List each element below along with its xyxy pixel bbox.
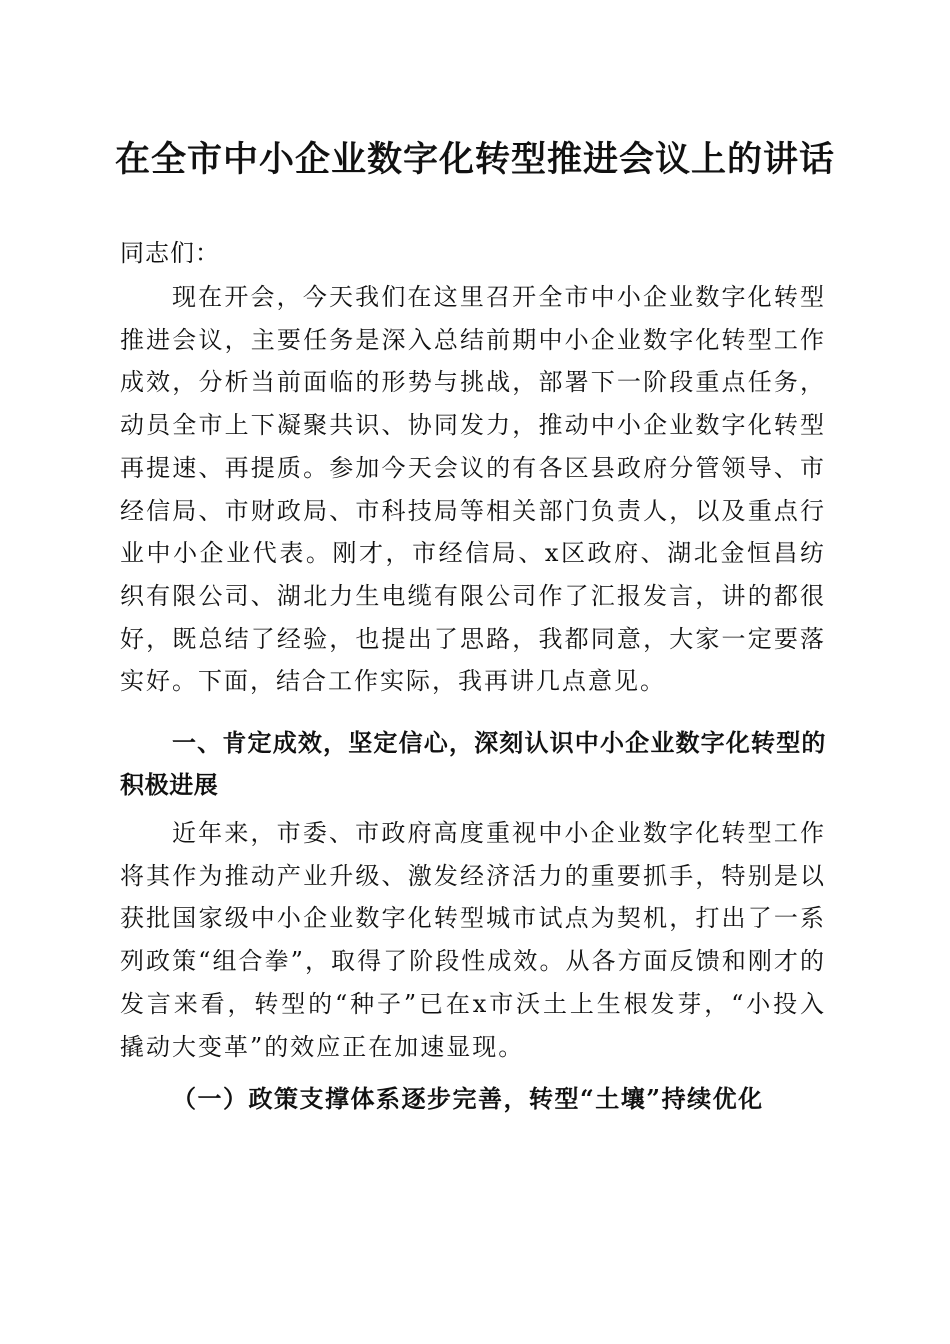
subsection-heading-1: （一）政策支撑体系逐步完善，转型“土壤”持续优化 xyxy=(172,1084,764,1113)
document-title: 在全市中小企业数字化转型推进会议上的讲话 xyxy=(114,139,835,180)
paragraph-progress: 近年来，市委、市政府高度重视中小企业数字化转型工作将其作为推动产业升级、激发经济活力的重要抓手，特别是以获批国家级中小企业数字化转型城市试点为契机，打出了一系列政策“组合拳”，取得了阶段性成效。从各方面反馈和刚才的发言来看，转型的“种子”已在x市沃土上生根发芽，“小投入撬动大变革”的效应正在加速显现。 xyxy=(120,819,826,1061)
section-heading-1: 一、肯定成效，坚定信心，深刻认识中小企业数字化转型的积极进展 xyxy=(120,729,826,799)
paragraph-opening: 现在开会，今天我们在这里召开全市中小企业数字化转型推进会议，主要任务是深入总结前期中小企业数字化转型工作成效，分析当前面临的形势与挑战，部署下一阶段重点任务，动员全市上下凝聚共识、协同发力，推动中小企业数字化转型再提速、再提质。参加今天会议的有各区县政府分管领导、市经信局、市财政局、市科技局等相关部门负责人，以及重点行业中小企业代表。刚才，市经信局、x区政府、湖北金恒昌纺织有限公司、湖北力生电缆有限公司作了汇报发言，讲的都很好，既总结了经验，也提出了思路，我都同意，大家一定要落实好。下面，结合工作实际，我再讲几点意见。 xyxy=(120,283,826,696)
salutation: 同志们： xyxy=(120,239,220,267)
